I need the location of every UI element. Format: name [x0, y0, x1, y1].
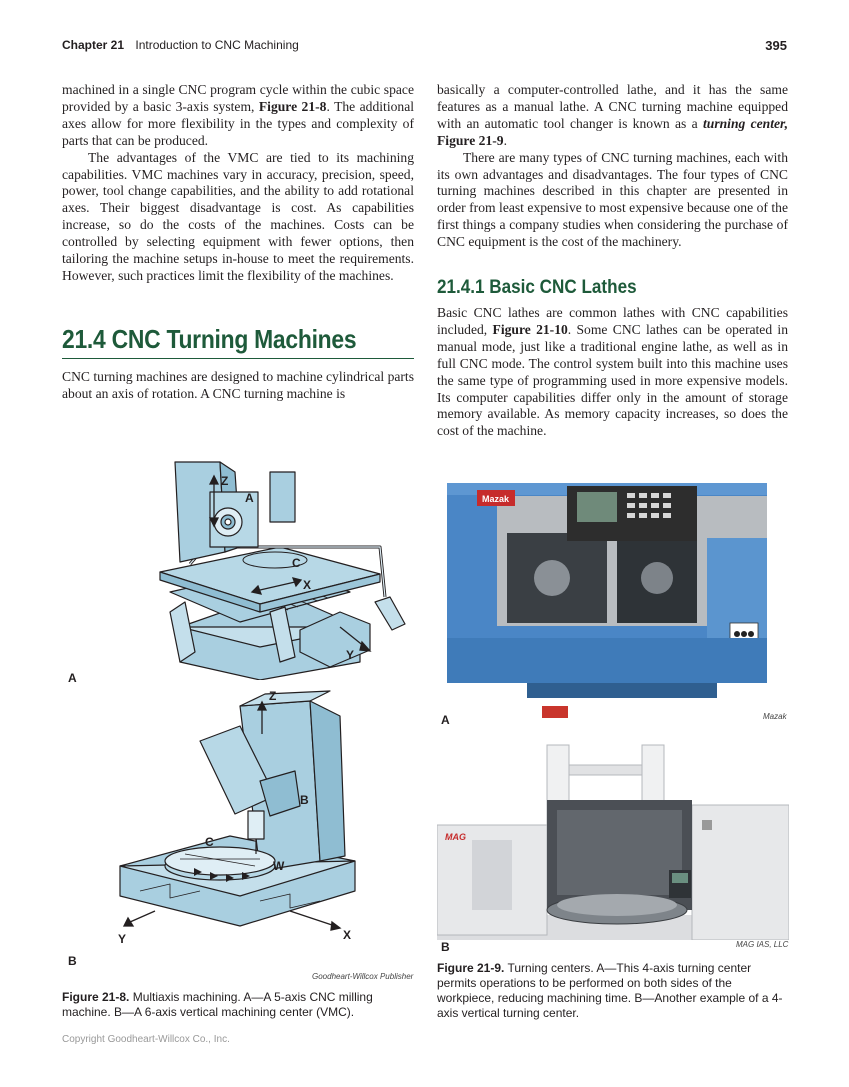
fig8-credit: Goodheart-Willcox Publisher [312, 972, 414, 981]
subsection-heading: 21.4.1 Basic CNC Lathes [437, 277, 637, 298]
paragraph: There are many types of CNC turning machines, each with its own advantages and disadvantages. The four types of CNC turning machines described in this chapter are presented in order from least expensive to most expensive because one of the first things a company studies when considering the purchase of CNC equipment is the cost of the machinery. [437, 149, 788, 250]
fig9-label-a: A [441, 713, 450, 727]
section-heading: 21.4 CNC Turning Machines [62, 324, 357, 354]
caption-label: Figure 21-8. [62, 990, 130, 1004]
caption-label: Figure 21-9. [437, 961, 505, 975]
column-left-top [62, 82, 414, 285]
figure-ref[interactable]: Figure 21-9 [437, 132, 504, 148]
paragraph: CNC turning machines are designed to machine cylindrical parts about an axis of rotation. A CNC turning machine is [62, 369, 414, 401]
axis-label-b: B [300, 793, 309, 807]
section-rule [62, 358, 414, 359]
fig8-caption [62, 990, 414, 1020]
figure-21-8b-illustration [110, 686, 370, 946]
axis-label-z: Z [221, 474, 229, 488]
mazak-logo: Mazak [482, 494, 510, 504]
column-left-bottom [62, 369, 414, 403]
running-header [62, 38, 299, 52]
axis-label-c: C [292, 556, 301, 570]
paragraph: The advantages of the VMC are tied to its machining capabilities. VMC machines vary in accuracy, precision, speed, power, tool change capabilities, and the ability to add rotational axes. Their biggest disadvantage is cost. As capabilities increase, so do the costs of the machines. Costs can be controlled by selecting equipment with fewer options, then tailoring the machine setups in-house to meet the requirements. However, such practices limit the flexibility of the machines. [62, 149, 414, 283]
axis-label-w: W [273, 859, 285, 873]
figure-ref[interactable]: Figure 21-10 [492, 321, 568, 337]
axis-label-a: A [245, 491, 254, 505]
copyright-footer: Copyright Goodheart-Willcox Co., Inc. [62, 1034, 230, 1045]
column-right-bottom [437, 305, 788, 440]
chapter-title: Introduction to CNC Machining [135, 38, 299, 52]
column-right-top [437, 82, 788, 251]
fig9-label-b: B [441, 940, 450, 954]
caption-text: Multiaxis machining. A—A 5-axis CNC milling machine. B—A 6-axis vertical machining center (VMC). [62, 990, 373, 1019]
fig9-credit-b: MAG IAS, LLC [736, 940, 789, 949]
mag-logo: MAG [445, 832, 466, 842]
axis-label-y: Y [118, 932, 127, 946]
figure-21-8a-illustration [110, 452, 410, 680]
figure-21-9a-photo [437, 478, 789, 724]
paragraph: Basic CNC lathes are common lathes with CNC capabilities included, Figure 21-10. Some CNC lathes can be operated in manual mode, just like a traditional engine lathe, as well as in full CNC mode. The control system built into this machine uses the same type of programming used in more expensive models. Its computer capabilities differ only in the amount of storage memory available. As memory capacity increases, so does the cost of the machine. [437, 305, 789, 439]
axis-label-x: X [303, 578, 312, 592]
figure-ref[interactable]: Figure 21-8 [258, 98, 327, 114]
axis-label-y: Y [346, 648, 355, 662]
fig8-label-a: A [68, 671, 77, 685]
fig9-credit-a: Mazak [763, 712, 787, 721]
axis-label-c: C [205, 835, 214, 849]
axis-label-x: X [343, 928, 352, 942]
paragraph: basically a computer-controlled lathe, and it has the same features as a manual lathe. A CNC turning machine equipped with an automatic tool changer is known as a turning center, Figure 21-9. [437, 82, 788, 148]
fig8-label-b: B [68, 954, 77, 968]
axis-label-z: Z [269, 689, 277, 703]
chapter-label: Chapter 21 [62, 38, 125, 52]
term: turning center, [702, 115, 788, 131]
page-number: 395 [765, 38, 787, 53]
caption-text: Turning centers. A—This 4-axis turning center permits operations to be performed on both sides of the workpiece, reducing machining time. B—Another example of a 4-axis vertical turning center. [437, 961, 783, 1020]
fig9-caption [437, 961, 789, 1021]
paragraph: machined in a single CNC program cycle within the cubic space provided by a basic 3-axis system, Figure 21-8. The additional axes allow for more flexibility in the types and complexity of parts that can be produced. [62, 82, 414, 148]
figure-21-9b-photo [437, 740, 789, 940]
